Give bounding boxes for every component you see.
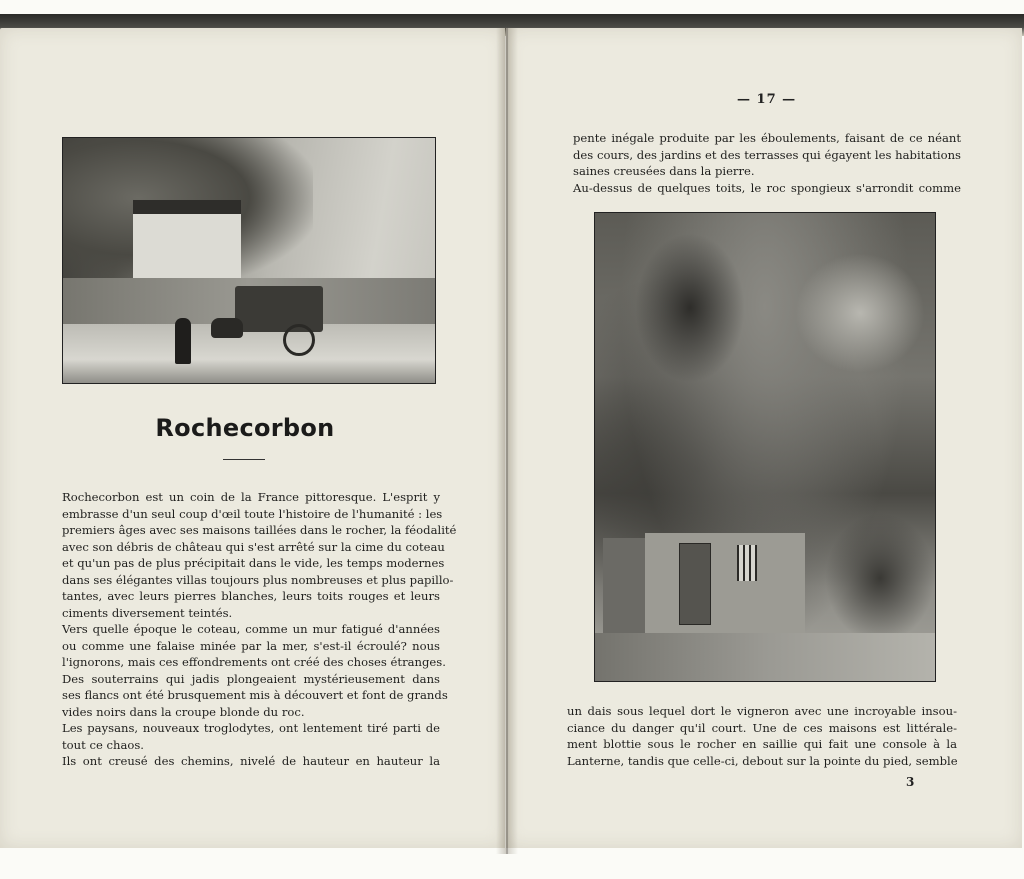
signature-mark: 3	[906, 775, 915, 789]
text-line: tout ce chaos.	[62, 737, 144, 752]
text-line: ses flancs ont été brusquement mis à découvert et font de grands	[62, 688, 448, 702]
text-line: embrasse d'un seul coup d'œil toute l'histoire de l'humanité : les	[62, 506, 443, 521]
cart-shape	[235, 286, 323, 332]
person-shape	[175, 318, 191, 364]
text-line: Les paysans, nouveaux troglodytes, ont lentement tiré parti de	[62, 721, 440, 735]
bush-shape	[825, 513, 935, 643]
road-shape	[63, 324, 435, 383]
text-line: tantes, avec leurs pierres blanches, leurs toits rouges et leurs	[62, 589, 440, 603]
cottage-shape	[645, 533, 805, 633]
window-shape	[737, 545, 757, 581]
ground-shape	[595, 633, 935, 681]
text-line: vides noirs dans la croupe blonde du roc.	[62, 704, 305, 719]
text-line: Des souterrains qui jadis plongeaient mystérieusement dans	[62, 671, 440, 686]
text-line: Au-dessus de quelques toits, le roc spongieux s'arrondit comme	[573, 180, 961, 195]
right-top-text	[573, 130, 961, 196]
donkey-shape	[211, 318, 243, 338]
title-rule	[223, 459, 265, 460]
text-line: un dais sous lequel dort le vigneron avec une incroyable insou-	[567, 704, 957, 718]
troglodyte-dwelling-photo	[594, 212, 936, 682]
text-line: et qu'un pas de plus précipitait dans le vide, les temps modernes	[62, 556, 445, 570]
wheel-shape	[283, 324, 315, 356]
text-line: l'ignorons, mais ces effondrements ont créé des choses étranges.	[62, 655, 446, 669]
text-line: ciments diversement teintés.	[62, 605, 233, 620]
text-line: Vers quelle époque le coteau, comme un mur fatigué d'années	[62, 622, 440, 636]
text-line: premiers âges avec ses maisons taillées dans le rocher, la féodalité	[62, 523, 457, 537]
village-street-photo	[62, 137, 436, 384]
door-shape	[603, 538, 651, 633]
book-gutter	[496, 28, 518, 854]
text-line: ou comme une falaise minée par la mer, s'est-il écroulé? nous	[62, 638, 440, 653]
text-line: des cours, des jardins et des terrasses qui égayent les habitations	[573, 147, 961, 162]
text-line: ment blottie sous le rocher en saillie qui fait une console à la	[567, 737, 957, 751]
page-title: Rochecorbon	[155, 414, 335, 442]
house-shape	[133, 200, 241, 284]
rock-shape	[795, 253, 925, 373]
text-line: pente inégale produite par les éboulements, faisant de ce néant	[573, 131, 961, 145]
text-line: Lanterne, tandis que celle-ci, debout sur la pointe du pied, semble	[567, 753, 958, 768]
right-bottom-text	[567, 703, 957, 769]
text-line: saines creusées dans la pierre.	[573, 164, 755, 178]
text-line: ciance du danger qu'il court. Une de ces maisons est littérale-	[567, 720, 957, 735]
rock-shape	[635, 233, 745, 383]
page-number: — 17 —	[737, 92, 797, 107]
text-line: Ils ont creusé des chemins, nivelé de hauteur en hauteur la	[62, 754, 440, 768]
text-line: avec son débris de château qui s'est arrêté sur la cime du coteau	[62, 539, 445, 554]
door-shape	[679, 543, 711, 625]
left-body-text	[62, 489, 457, 770]
text-line: Rochecorbon est un coin de la France pittoresque. L'esprit y	[62, 490, 440, 504]
text-line: dans ses élégantes villas toujours plus nombreuses et plus papillo-	[62, 572, 454, 587]
